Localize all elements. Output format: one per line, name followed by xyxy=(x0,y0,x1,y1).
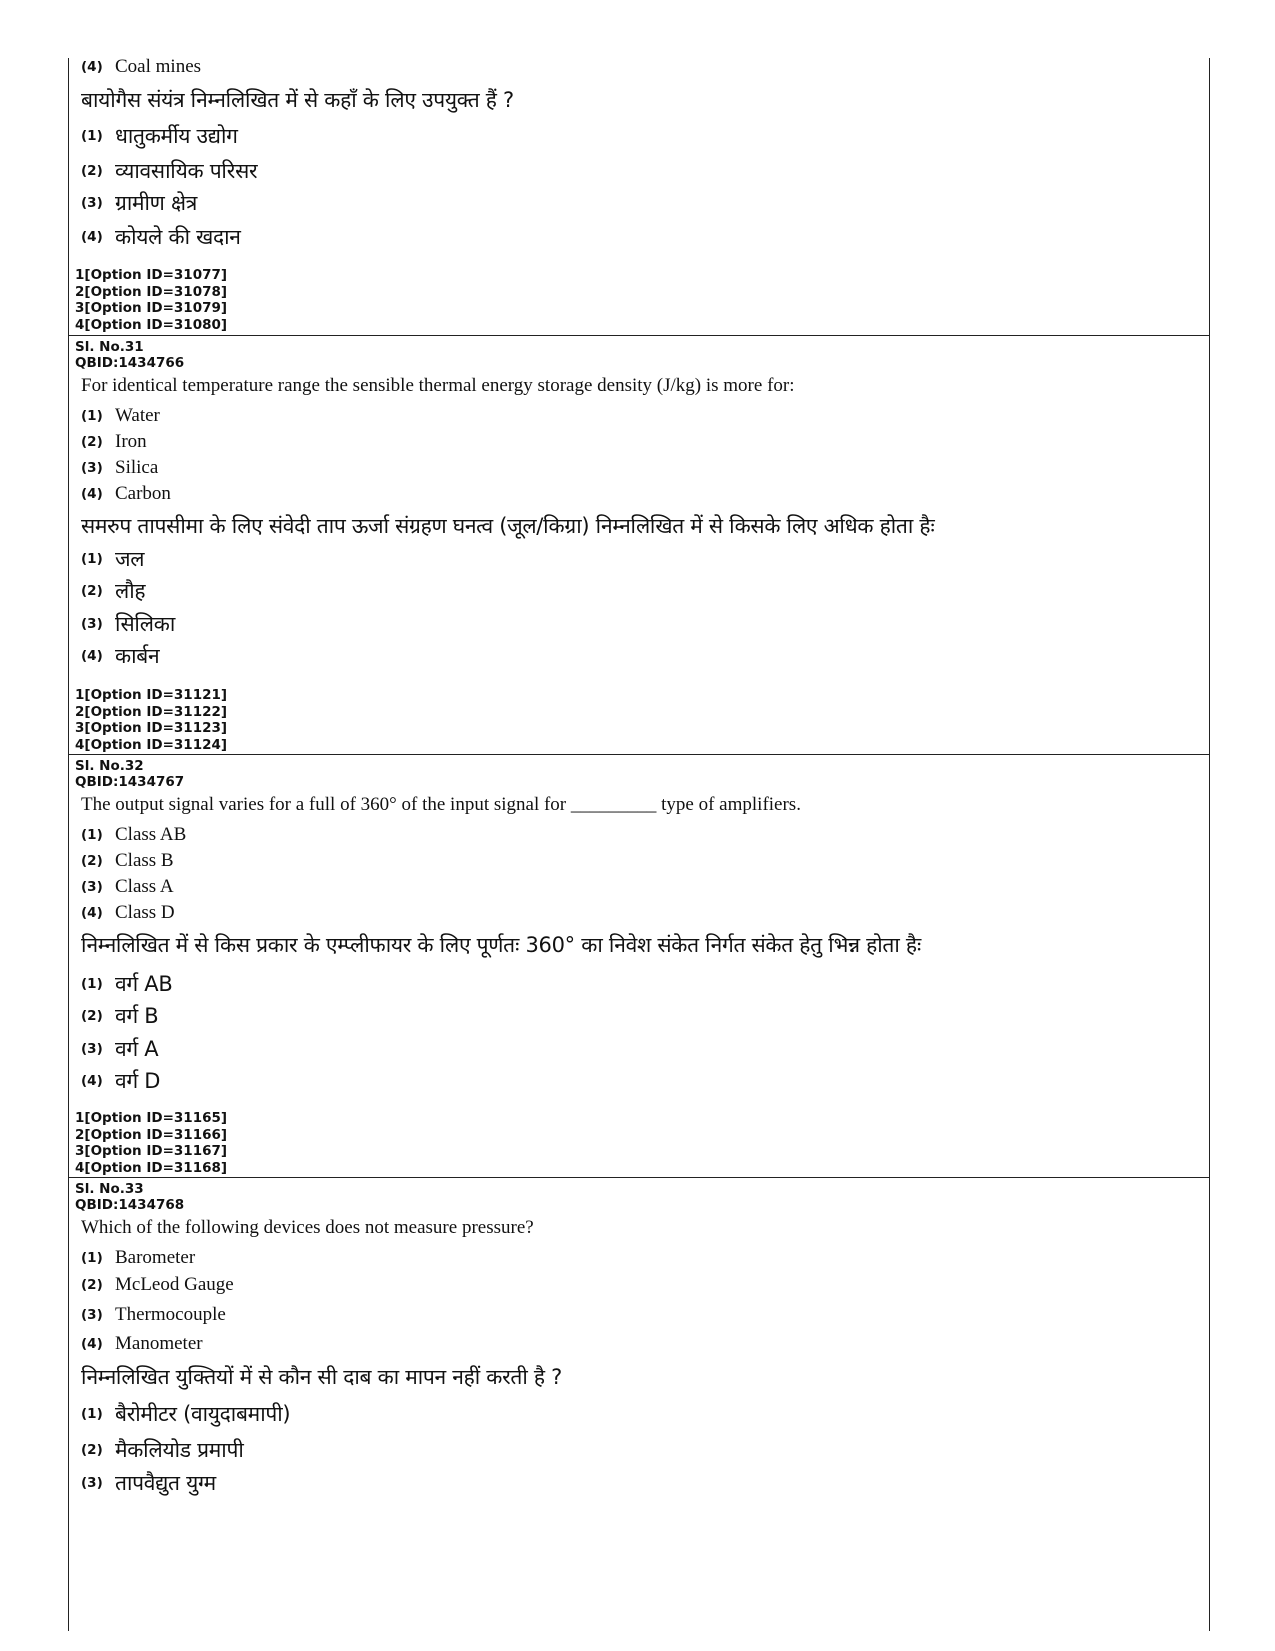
option-hi-1 xyxy=(81,122,238,150)
option-number: (2) xyxy=(81,1008,103,1024)
serial-number: Sl. No.33 xyxy=(75,1181,144,1197)
option-number: (4) xyxy=(81,905,103,921)
question-text-english: For identical temperature range the sensible thermal energy storage density (J/kg) is more for: xyxy=(81,375,795,396)
option-text: Class AB xyxy=(115,824,187,845)
option-id: 3[Option ID=31123] xyxy=(75,720,228,736)
option-text: Silica xyxy=(115,457,159,478)
option-en-3 xyxy=(81,876,174,898)
option-hi-3 xyxy=(81,1035,158,1063)
option-number: (4) xyxy=(81,1073,103,1089)
option-en-2 xyxy=(81,850,174,872)
option-number: (3) xyxy=(81,195,103,211)
question-paper-frame xyxy=(68,58,1210,1631)
option-id: 2[Option ID=31078] xyxy=(75,283,228,300)
option-number: (2) xyxy=(81,583,103,599)
option-hi-1 xyxy=(81,970,172,998)
option-en-2 xyxy=(81,431,147,453)
option-number: (3) xyxy=(81,616,103,632)
option-text: ग्रामीण क्षेत्र xyxy=(115,191,197,215)
option-text: व्यावसायिक परिसर xyxy=(115,159,258,183)
option-text: सिलिका xyxy=(115,612,175,636)
option-number: (4) xyxy=(81,1336,103,1352)
option-en-4 xyxy=(81,1333,203,1355)
option-number: (3) xyxy=(81,879,103,895)
option-number: (2) xyxy=(81,163,103,179)
option-en-3 xyxy=(81,457,158,479)
option-number: (1) xyxy=(81,128,103,144)
option-hi-1 xyxy=(81,545,144,573)
option-number: (2) xyxy=(81,434,103,450)
option-hi-4 xyxy=(81,642,159,670)
divider xyxy=(69,754,1209,755)
option-id: 1[Option ID=31121] xyxy=(75,687,228,703)
option-en-2 xyxy=(81,1274,234,1296)
option-text: Water xyxy=(115,405,160,426)
option-text: वर्ग A xyxy=(115,1037,159,1061)
option-number: (1) xyxy=(81,976,103,992)
option-number: (1) xyxy=(81,1250,103,1266)
option-en-1 xyxy=(81,824,186,846)
option-id: 2[Option ID=31166] xyxy=(75,1126,228,1143)
option-text: Manometer xyxy=(115,1333,203,1354)
option-text: वर्ग AB xyxy=(115,972,173,996)
question-text-english: The output signal varies for a full of 360° of the input signal for _________ type of amplifiers. xyxy=(81,794,801,815)
option-number: (4) xyxy=(81,59,103,75)
option-number: (3) xyxy=(81,1307,103,1323)
option-en-4 xyxy=(81,56,201,78)
option-text: कार्बन xyxy=(115,644,160,668)
option-number: (1) xyxy=(81,827,103,843)
option-hi-4 xyxy=(81,223,241,251)
option-en-1 xyxy=(81,1247,195,1269)
option-text: Iron xyxy=(115,431,147,452)
option-hi-3 xyxy=(81,189,197,217)
option-en-4 xyxy=(81,483,171,505)
option-text: Class D xyxy=(115,902,175,923)
option-text: Barometer xyxy=(115,1247,196,1268)
option-hi-4 xyxy=(81,1067,160,1095)
option-en-4 xyxy=(81,902,175,924)
option-number: (2) xyxy=(81,1277,103,1293)
option-number: (3) xyxy=(81,1041,103,1057)
option-text: वर्ग B xyxy=(115,1004,159,1028)
option-id: 1[Option ID=31077] xyxy=(75,267,228,283)
option-hi-2 xyxy=(81,577,145,605)
serial-number: Sl. No.31 xyxy=(75,339,144,355)
option-text: लौह xyxy=(115,579,146,603)
question-text-english: Which of the following devices does not measure pressure? xyxy=(81,1217,534,1238)
option-text: McLeod Gauge xyxy=(115,1274,234,1295)
option-id: 1[Option ID=31165] xyxy=(75,1110,228,1126)
option-text: जल xyxy=(115,547,145,571)
option-text: वर्ग D xyxy=(115,1069,161,1093)
option-number: (2) xyxy=(81,853,103,869)
question-text-hindi: निम्नलिखित में से किस प्रकार के एम्प्लीफायर के लिए पूर्णतः 360° का निवेश संकेत निर्गत संकेत हेतु भिन्न होता हैः xyxy=(81,933,922,957)
option-number: (4) xyxy=(81,648,103,664)
option-hi-2 xyxy=(81,1436,244,1464)
option-text: Thermocouple xyxy=(115,1304,226,1325)
option-text: कोयले की खदान xyxy=(115,225,241,249)
option-text: बैरोमीटर (वायुदाबमापी) xyxy=(115,1402,291,1426)
option-id-list xyxy=(75,1110,227,1176)
option-text: मैकलियोड प्रमापी xyxy=(115,1438,244,1462)
divider xyxy=(69,335,1209,336)
option-id: 3[Option ID=31079] xyxy=(75,300,228,316)
option-id: 4[Option ID=31124] xyxy=(75,736,228,753)
option-text: Carbon xyxy=(115,483,171,504)
option-en-3 xyxy=(81,1304,226,1326)
option-number: (3) xyxy=(81,460,103,476)
option-text: Class B xyxy=(115,850,174,871)
option-id: 2[Option ID=31122] xyxy=(75,703,228,720)
option-text: तापवैद्युत युग्म xyxy=(115,1471,216,1495)
divider xyxy=(69,1177,1209,1178)
option-id-list xyxy=(75,267,227,333)
serial-number: Sl. No.32 xyxy=(75,758,144,774)
option-number: (1) xyxy=(81,551,103,567)
option-number: (1) xyxy=(81,1406,103,1422)
option-id: 4[Option ID=31080] xyxy=(75,316,228,333)
option-hi-3 xyxy=(81,1469,216,1497)
option-id-list xyxy=(75,687,227,753)
option-number: (3) xyxy=(81,1475,103,1491)
qbid: QBID:1434767 xyxy=(75,774,185,790)
qbid: QBID:1434768 xyxy=(75,1197,185,1213)
option-hi-2 xyxy=(81,157,257,185)
question-text-hindi: बायोगैस संयंत्र निम्नलिखित में से कहाँ के लिए उपयुक्त हैं ? xyxy=(81,88,514,112)
option-hi-1 xyxy=(81,1400,290,1428)
option-id: 3[Option ID=31167] xyxy=(75,1143,228,1159)
option-text: धातुकर्मीय उद्योग xyxy=(115,124,238,148)
option-number: (4) xyxy=(81,229,103,245)
option-en-1 xyxy=(81,405,160,427)
question-text-hindi: निम्नलिखित युक्तियों में से कौन सी दाब का मापन नहीं करती है ? xyxy=(81,1365,562,1389)
option-hi-3 xyxy=(81,610,175,638)
question-text-hindi: समरुप तापसीमा के लिए संवेदी ताप ऊर्जा संग्रहण घनत्व (जूल/किग्रा) निम्नलिखित में से किसके लिए अधिक होता हैः xyxy=(81,514,935,538)
qbid: QBID:1434766 xyxy=(75,355,185,371)
option-text: Class A xyxy=(115,876,174,897)
option-number: (2) xyxy=(81,1442,103,1458)
option-id: 4[Option ID=31168] xyxy=(75,1159,228,1176)
option-hi-2 xyxy=(81,1002,158,1030)
option-text: Coal mines xyxy=(115,56,202,77)
option-number: (1) xyxy=(81,408,103,424)
option-number: (4) xyxy=(81,486,103,502)
